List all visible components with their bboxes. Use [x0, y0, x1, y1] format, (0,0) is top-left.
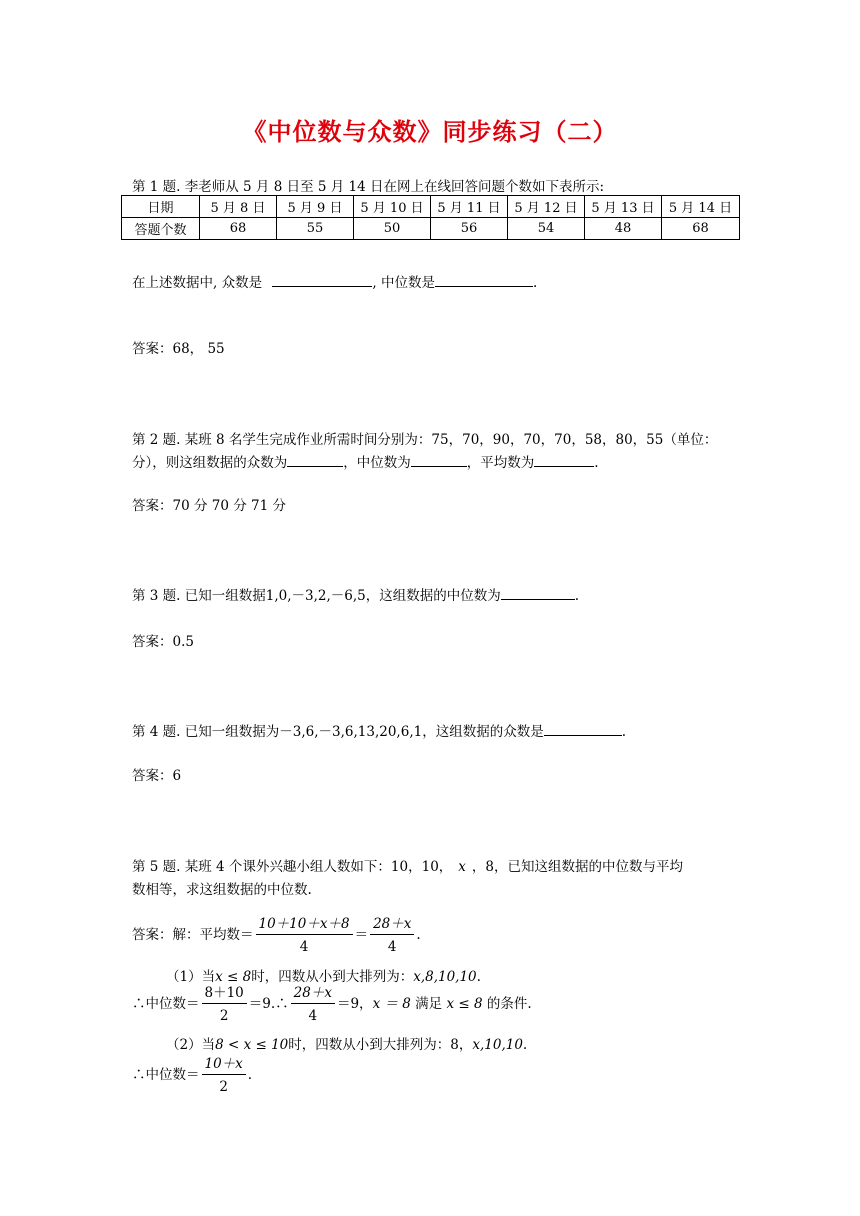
page-title: 《中位数与众数》同步练习（二）: [242, 118, 618, 146]
table-cell: 68: [200, 218, 277, 240]
q1-fill-line: 在上述数据中, 众数是 , 中位数是 .: [132, 275, 538, 291]
q5-case2: （2）当8 < x ≤ 10时，四数从小到大排列为：8，x,10,10.: [166, 1037, 528, 1053]
q5-case1: （1）当x ≤ 8时，四数从小到大排列为：x,8,10,10.: [166, 969, 481, 985]
table-cell: 55: [277, 218, 354, 240]
table-cell: 56: [431, 218, 508, 240]
q3-stem: 第 3 题. 已知一组数据1,0,－3,2,－6,5，这组数据的中位数为 .: [132, 588, 580, 604]
table-cell: 54: [508, 218, 585, 240]
table-cell: 68: [662, 218, 740, 240]
fraction: $\frac{10+x}{2}$: [202, 1056, 246, 1095]
q5-case2-median: ∴中位数＝ $\frac{10+x}{2}$ .: [132, 1056, 253, 1095]
q2-answer: 答案：70 分 70 分 71 分: [132, 498, 286, 514]
answer-blank: [287, 454, 343, 467]
q5-case1-median: ∴中位数＝ $\frac{8+10}{2}$ ＝9.∴ $\frac{28+x}{4}$ ＝9，x ＝ 8 满足 x ≤ 8 的条件.: [132, 985, 532, 1024]
table-cell: 5 月 11 日: [431, 196, 508, 218]
answer-blank: [411, 454, 467, 467]
q4-data: －3,6,－3,6,13,20,6,1: [279, 724, 423, 740]
q4-answer: 答案：6: [132, 768, 182, 784]
table-row: [122, 218, 740, 240]
q2-stem-line2: 分），则这组数据的众数为 ，中位数为 ，平均数为 .: [132, 455, 599, 471]
table-cell: 5 月 9 日: [277, 196, 354, 218]
table-row: [122, 196, 740, 218]
table-cell: 5 月 12 日: [508, 196, 585, 218]
fraction: $\frac{10+10+x+8}{4}$: [256, 916, 353, 955]
q1-stem: 第 1 题. 李老师从 5 月 8 日至 5 月 14 日在网上在线回答问题个数如下表所示:: [132, 179, 605, 195]
answer-blank: [272, 274, 372, 287]
q3-data: 1,0,－3,2,－6,5: [265, 588, 366, 604]
table-cell: 50: [354, 218, 431, 240]
answer-blank: [435, 274, 533, 287]
fraction: $\frac{28+x}{4}$: [370, 916, 414, 955]
fraction: $\frac{28+x}{4}$: [291, 985, 335, 1024]
table-cell: 5 月 8 日: [200, 196, 277, 218]
q4-stem: 第 4 题. 已知一组数据为－3,6,－3,6,13,20,6,1，这组数据的众数是 .: [132, 724, 626, 740]
table-cell: 答题个数: [122, 218, 200, 240]
q5-stem-line1: 第 5 题. 某班 4 个课外兴趣小组人数如下：10，10， x ，8，已知这组数据的中位数与平均: [132, 859, 684, 875]
q5-answer-mean: 答案：解：平均数＝ $\frac{10+10+x+8}{4}$ ＝ $\frac{28+x}{4}$ .: [132, 916, 421, 955]
q3-answer: 答案：0.5: [132, 634, 194, 650]
answer-blank: [501, 587, 575, 600]
table-cell: 日期: [122, 196, 200, 218]
answer-blank: [534, 454, 594, 467]
q5-stem-line2: 数相等，求这组数据的中位数.: [132, 882, 312, 898]
answer-blank: [544, 723, 622, 736]
table-cell: 48: [585, 218, 662, 240]
table-cell: 5 月 14 日: [662, 196, 740, 218]
table-cell: 5 月 10 日: [354, 196, 431, 218]
q1-answer: 答案：68， 55: [132, 341, 225, 357]
table-cell: 5 月 13 日: [585, 196, 662, 218]
q1-data-table: [121, 195, 740, 240]
fraction: $\frac{8+10}{2}$: [202, 985, 247, 1024]
q2-stem-line1: 第 2 题. 某班 8 名学生完成作业所需时间分别为：75，70，90，70，70，58，80，55（单位：: [132, 432, 718, 448]
